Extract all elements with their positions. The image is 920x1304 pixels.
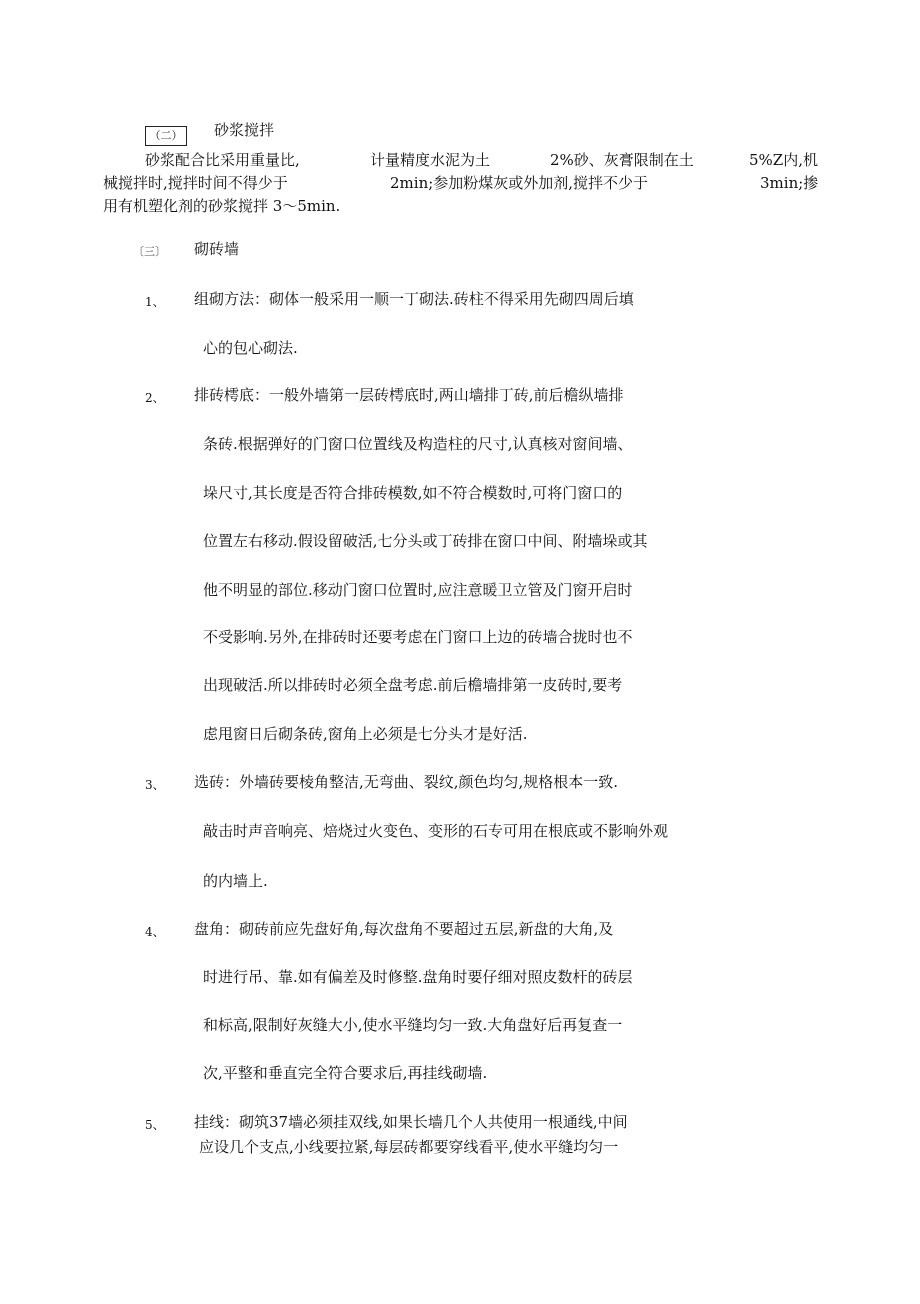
section-2-line1-c: 2%砂、灰膏限制在土 [550, 151, 694, 169]
item-2-line-2: 条砖.根据弹好的门窗口位置线及构造柱的尺寸,认真核对窗间墙、 [203, 435, 633, 453]
item-2-number: 2、 [145, 391, 165, 405]
item-5-line-2: 应设几个支点,小线要拉紧,每层砖都要穿线看平,使水平缝均匀一 [199, 1138, 619, 1156]
item-1-number: 1、 [145, 295, 165, 309]
section-2-line1-a: 砂浆配合比采用重量比, [145, 151, 300, 169]
section-2-line1-d: 5%Z内,机 [749, 151, 818, 169]
section-2-line2-a: 械搅拌时,搅拌时间不得少于 [103, 174, 288, 192]
item-2-line-7: 出现破活.所以排砖时必须全盘考虑.前后檐墙排第一皮砖时,要考 [203, 676, 623, 694]
item-5-line-1: 挂线：砌筑37墙必须挂双线,如果长墙几个人共使用一根通线,中间 [194, 1113, 628, 1131]
section-3-title: 砌砖墙 [194, 240, 240, 258]
section-2-line2-c: 3min;掺 [760, 174, 819, 192]
item-2-line-1: 排砖樗底：一般外墙第一层砖樗底时,两山墙排丁砖,前后檐纵墙排 [194, 386, 624, 404]
item-3-line-3: 的内墙上. [203, 872, 268, 890]
item-3-line-1: 选砖：外墙砖要棱角整洁,无弯曲、裂纹,颜色均匀,规格根本一致. [194, 773, 619, 791]
item-2-line-4: 位置左右移动.假设留破活,七分头或丁砖排在窗口中间、附墙垛或其 [203, 532, 648, 550]
item-4-line-1: 盘角：砌砖前应先盘好角,每次盘角不要超过五层,新盘的大角,及 [194, 920, 614, 938]
section-2-line1-b: 计量精度水泥为土 [370, 151, 491, 169]
item-4-number: 4、 [145, 925, 165, 939]
item-4-line-4: 次,平整和垂直完全符合要求后,再挂线砌墙. [203, 1064, 488, 1082]
section-2-marker: （二） [145, 126, 187, 146]
item-5-number: 5、 [145, 1118, 165, 1132]
section-2-title: 砂浆搅拌 [214, 121, 275, 139]
item-1-line-2: 心的包心砌法. [203, 339, 298, 357]
item-1-line-1: 组砌方法：砌体一般采用一顺一丁砌法.砖柱不得采用先砌四周后填 [194, 290, 634, 308]
section-2-line3: 用有机塑化剂的砂浆搅拌 3〜5min. [103, 197, 341, 215]
section-2-line2-b: 2min;参加粉煤灰或外加剂,搅拌不少于 [390, 174, 649, 192]
item-2-line-3: 垛尺寸,其长度是否符合排砖模数,如不符合模数时,可将门窗口的 [203, 484, 623, 502]
item-2-line-8: 虑甩窗日后砌条砖,窗角上必须是七分头才是好活. [203, 725, 528, 743]
item-3-number: 3、 [145, 778, 165, 792]
section-3-marker: 〔三〕 [133, 245, 166, 258]
item-3-line-2: 敲击时声音响亮、焙烧过火变色、变形的石专可用在根底或不影响外观 [203, 822, 669, 840]
item-2-line-5: 他不明显的部位.移动门窗口位置时,应注意暖卫立管及门窗开启时 [203, 581, 633, 599]
item-2-line-6: 不受影响.另外,在排砖时还要考虑在门窗口上边的砖墙合拢时也不 [203, 628, 633, 646]
item-4-line-3: 和标高,限制好灰缝大小,使水平缝均匀一致.大角盘好后再复查一 [203, 1016, 623, 1034]
item-4-line-2: 时进行吊、靠.如有偏差及时修整.盘角时要仔细对照皮数杆的砖层 [203, 968, 633, 986]
